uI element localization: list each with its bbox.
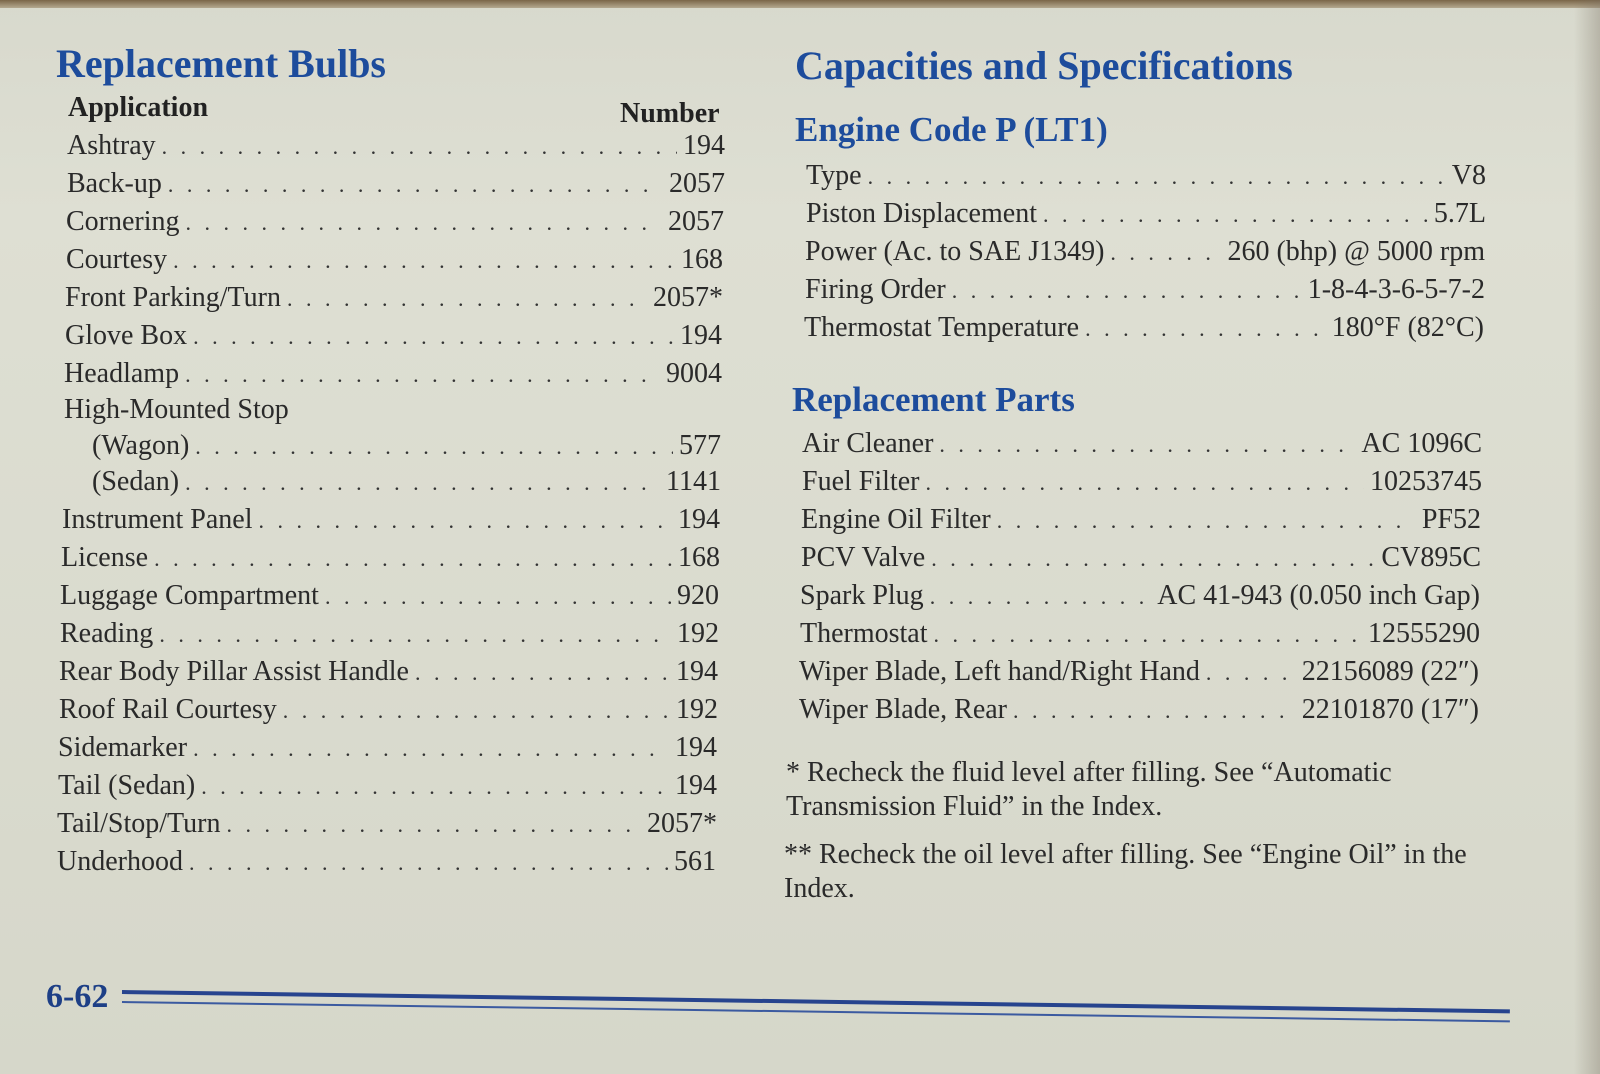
bulb-number: 9004	[666, 358, 722, 389]
leader-dots	[1206, 660, 1296, 686]
leader-dots	[185, 470, 660, 496]
bulb-number: 192	[676, 694, 718, 725]
bulb-row	[66, 244, 723, 280]
part-label: PCV Valve	[801, 542, 926, 573]
bulb-row	[58, 770, 717, 806]
oil-footnote: ** Recheck the oil level after filling. See “Engine Oil” in the Index.	[784, 839, 1467, 904]
part-label: Fuel Filter	[802, 466, 920, 497]
spec-value: V8	[1451, 160, 1486, 191]
bulb-row	[66, 206, 724, 242]
leader-dots	[185, 362, 660, 388]
leader-dots	[1043, 202, 1428, 228]
leader-dots	[193, 736, 669, 762]
leader-dots	[195, 434, 673, 460]
bulb-row	[64, 358, 722, 394]
part-row	[802, 466, 1482, 502]
bulb-number: 194	[678, 504, 720, 535]
bulb-row	[92, 466, 721, 502]
leader-dots	[325, 584, 671, 610]
engine-section-title: Engine Code P (LT1)	[795, 110, 1108, 149]
leader-dots	[189, 850, 668, 876]
engine-spec-row	[804, 312, 1484, 348]
bulb-row	[60, 580, 719, 616]
part-number: 10253745	[1370, 466, 1482, 497]
bulb-number: 2057	[668, 206, 724, 237]
bulb-label: Headlamp	[64, 358, 180, 389]
leader-dots	[186, 210, 662, 236]
bulb-row	[67, 168, 725, 204]
part-label: Thermostat	[800, 618, 928, 649]
spec-value: 1-8-4-3-6-5-7-2	[1307, 274, 1485, 305]
footer-rule-thin	[122, 1001, 1510, 1022]
bulb-number: 168	[681, 244, 723, 275]
bulb-row	[65, 320, 722, 356]
fluid-footnote: * Recheck the fluid level after filling. See “Automatic Transmission Fluid” in the Index.	[786, 757, 1392, 822]
part-number: AC 1096C	[1361, 428, 1482, 459]
leader-dots	[934, 622, 1362, 648]
bulb-label: Tail (Sedan)	[58, 770, 196, 801]
bulb-label: Luggage Compartment	[60, 580, 319, 611]
part-number: AC 41-943 (0.050 inch Gap)	[1157, 580, 1480, 611]
bulb-label: Tail/Stop/Turn	[57, 808, 221, 839]
bulb-number: 2057	[669, 168, 725, 199]
bulb-number: 2057*	[647, 808, 717, 839]
bulb-number: 577	[679, 430, 721, 461]
leader-dots	[931, 546, 1375, 572]
part-row	[799, 694, 1479, 730]
part-number: 22101870 (17″)	[1301, 694, 1479, 725]
bulb-label: Front Parking/Turn	[65, 282, 282, 313]
part-label: Spark Plug	[800, 580, 924, 611]
bulb-row	[62, 504, 720, 540]
spec-label: Firing Order	[805, 274, 946, 305]
bulb-number: 2057*	[653, 282, 723, 313]
bulb-label: Rear Body Pillar Assist Handle	[59, 656, 409, 687]
part-number: 22156089 (22″)	[1301, 656, 1479, 687]
leader-dots	[1085, 316, 1326, 342]
engine-spec-row	[806, 160, 1486, 196]
bulb-label: Underhood	[57, 846, 183, 877]
leader-dots	[925, 470, 1364, 496]
bulb-number: 194	[683, 130, 725, 161]
bulb-row	[58, 732, 717, 768]
spec-value: 5.7L	[1433, 198, 1486, 229]
bulb-number: 168	[678, 542, 720, 573]
leader-dots	[283, 698, 670, 724]
engine-spec-row	[805, 274, 1485, 310]
bulbs-col-application: Application	[68, 92, 209, 123]
spec-label: Type	[806, 160, 862, 191]
bulb-number: 194	[676, 656, 718, 687]
leader-dots	[159, 622, 671, 648]
part-number: 12555290	[1368, 618, 1480, 649]
bulb-row	[57, 808, 717, 844]
leader-dots	[173, 248, 675, 274]
spec-value: 260 (bhp) @ 5000 rpm	[1227, 236, 1485, 267]
leader-dots	[287, 286, 647, 312]
leader-dots	[997, 508, 1416, 534]
bulb-label: Reading	[60, 618, 154, 649]
bulb-number: 1141	[666, 466, 721, 497]
parts-section-title: Replacement Parts	[792, 380, 1075, 419]
bulb-row	[60, 618, 719, 654]
bulb-label-group: High-Mounted Stop	[64, 394, 289, 425]
leader-dots	[930, 584, 1152, 610]
leader-dots	[259, 508, 672, 534]
bulb-number: 920	[677, 580, 719, 611]
bulb-number: 192	[677, 618, 719, 649]
leader-dots	[227, 812, 642, 838]
leader-dots	[1013, 698, 1296, 724]
bulb-row	[57, 846, 716, 882]
spec-label: Power (Ac. to SAE J1349)	[805, 236, 1105, 267]
spec-label: Piston Displacement	[806, 198, 1037, 229]
part-row	[800, 618, 1480, 654]
bulb-label: License	[61, 542, 149, 573]
bulb-row	[65, 282, 723, 318]
engine-spec-row	[805, 236, 1485, 272]
leader-dots	[193, 324, 674, 350]
part-row	[802, 428, 1482, 464]
bulb-number: 194	[675, 732, 717, 763]
part-label: Engine Oil Filter	[801, 504, 991, 535]
page-top-edge	[0, 0, 1600, 8]
part-row	[801, 504, 1481, 540]
engine-spec-row	[806, 198, 1486, 234]
spec-value: 180°F (82°C)	[1331, 312, 1484, 343]
leader-dots	[939, 432, 1355, 458]
bulb-row	[92, 430, 721, 466]
part-number: PF52	[1421, 504, 1481, 535]
leader-dots	[1110, 240, 1221, 266]
bulb-label: Ashtray	[67, 130, 156, 161]
specs-title: Capacities and Specifications	[795, 43, 1293, 88]
part-row	[801, 542, 1481, 578]
bulb-label: Sidemarker	[58, 732, 188, 763]
bulb-label: Courtesy	[66, 244, 168, 275]
leader-dots	[201, 774, 669, 800]
spec-label: Thermostat Temperature	[804, 312, 1080, 343]
leader-dots	[868, 164, 1446, 190]
leader-dots	[415, 660, 670, 686]
bulb-label: (Sedan)	[92, 466, 180, 497]
bulb-number: 194	[680, 320, 722, 351]
part-label: Air Cleaner	[802, 428, 934, 459]
bulb-label: (Wagon)	[92, 430, 190, 461]
bulb-label: Instrument Panel	[62, 504, 253, 535]
bulb-label: Glove Box	[65, 320, 188, 351]
part-label: Wiper Blade, Rear	[799, 694, 1008, 725]
bulb-label: Cornering	[66, 206, 180, 237]
bulb-row	[61, 542, 720, 578]
bulb-row	[59, 656, 718, 692]
bulb-row	[67, 130, 725, 166]
bulb-number: 194	[675, 770, 717, 801]
leader-dots	[162, 134, 677, 160]
part-row	[799, 656, 1479, 692]
part-number: CV895C	[1381, 542, 1481, 573]
leader-dots	[168, 172, 663, 198]
leader-dots	[952, 278, 1302, 304]
bulb-label: Back-up	[67, 168, 162, 199]
bulbs-col-number: Number	[620, 98, 720, 129]
bulbs-title: Replacement Bulbs	[56, 41, 386, 86]
part-row	[800, 580, 1480, 616]
bulb-number: 561	[674, 846, 716, 877]
page-number: 6-62	[46, 978, 109, 1015]
leader-dots	[154, 546, 672, 572]
bulb-row	[59, 694, 718, 730]
bulb-label: Roof Rail Courtesy	[59, 694, 277, 725]
page-right-shadow	[1574, 0, 1600, 1074]
part-label: Wiper Blade, Left hand/Right Hand	[799, 656, 1200, 687]
